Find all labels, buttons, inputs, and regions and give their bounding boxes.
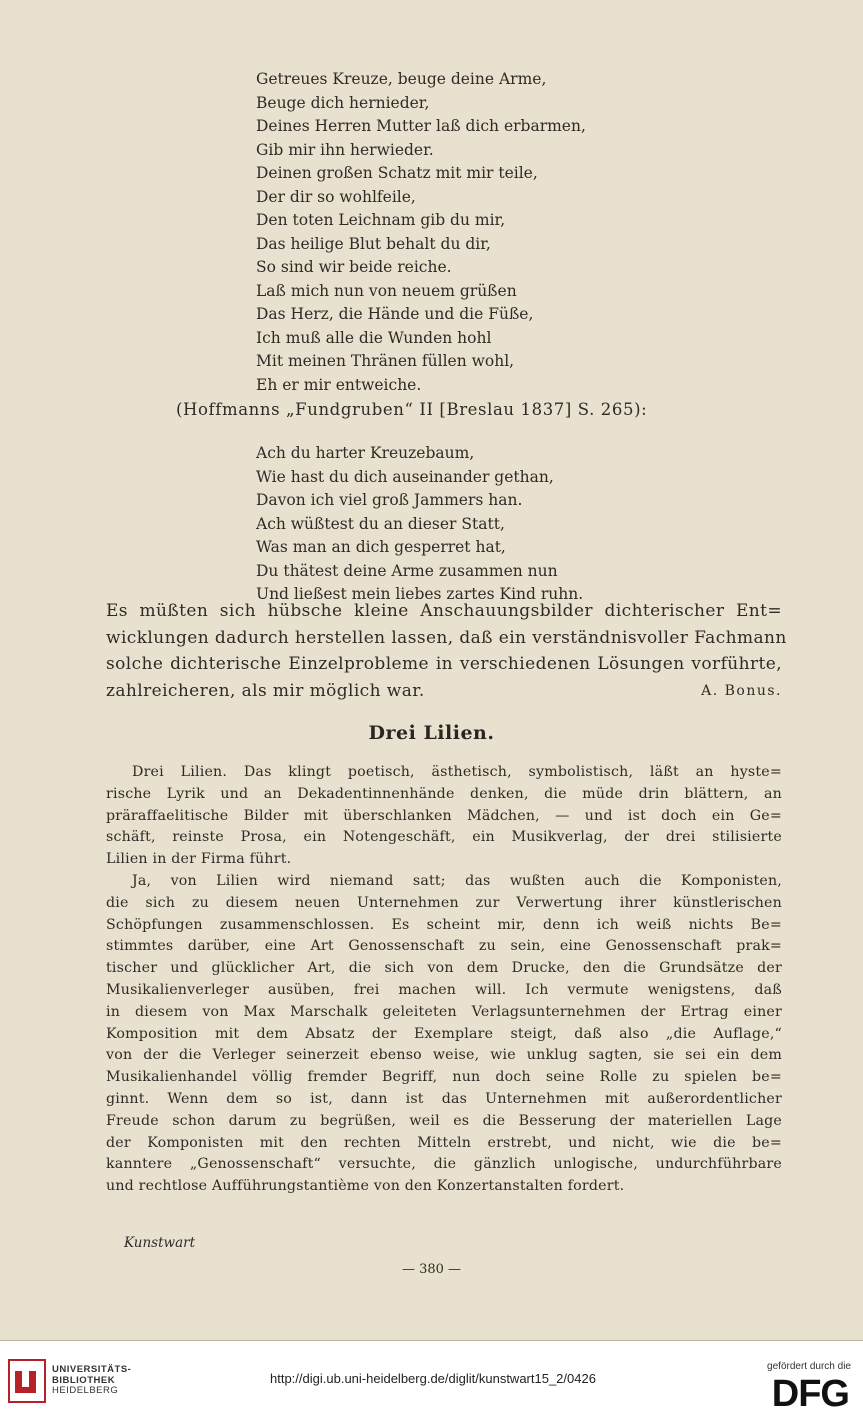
paragraph-line: Ja, von Lilien wird niemand satt; das wußten auch die Komponisten,	[132, 872, 782, 889]
paragraph-line: der Komponisten mit den rechten Mitteln erstrebt, und nicht, wie die be=	[106, 1134, 782, 1151]
poem-line: Beuge dich hernieder,	[256, 93, 430, 112]
poem-line: Laß mich nun von neuem grüßen	[256, 281, 517, 300]
paragraph-line: schäft, reinste Prosa, ein Notengeschäft, ein Musikverlag, der drei stilisierte	[106, 829, 782, 846]
poem-line: Das Herz, die Hände und die Füße,	[256, 305, 534, 323]
intro-paragraph	[106, 598, 787, 704]
poem-line: Ich muß alle die Wunden hohl	[256, 328, 492, 347]
poem-line: Den toten Leichnam gib du mir,	[256, 211, 506, 229]
paragraph-line: Drei Lilien. Das klingt poetisch, ästhetisch, symbolistisch, läßt an hyste=	[132, 764, 782, 780]
paragraph-line: von der die Verleger seinerzeit ebenso weise, wie unklug sagten, sie sei ein dem	[106, 1047, 782, 1064]
poem-stanza-2	[256, 442, 756, 607]
poem-line: So sind wir beide reiche.	[256, 258, 452, 276]
poem-line: Der dir so wohlfeile,	[256, 187, 416, 206]
library-name	[52, 1365, 131, 1397]
poem-line: Davon ich viel groß Jammers han.	[256, 491, 523, 509]
poem-line: Gib mir ihn herwieder.	[256, 140, 434, 159]
source-tag: Kunstwart	[124, 1235, 196, 1251]
library-name-line: BIBLIOTHEK	[52, 1374, 116, 1386]
source-citation: (Hoffmanns „Fundgruben“ II [Breslau 1837] S. 265):	[176, 400, 648, 419]
footer-bar	[0, 1341, 863, 1416]
poem-line: Du thätest deine Arme zusammen nun	[256, 561, 558, 580]
paragraph-line: stimmtes darüber, eine Art Genossenschaft zu sein, eine Genossenschaft prak=	[106, 938, 782, 955]
paragraph-line: Es müßten sich hübsche kleine Anschauungsbilder dichterischer Ent=	[106, 601, 782, 621]
poem-line: Ach du harter Kreuzebaum,	[256, 444, 475, 462]
page-number: — 380 —	[401, 1262, 462, 1277]
poem-line: Deines Herren Mutter laß dich erbarmen,	[256, 117, 586, 135]
paragraph-line: Lilien in der Firma führt.	[106, 851, 292, 868]
library-logo-icon	[8, 1359, 46, 1403]
paragraph-line: Komposition mit dem Absatz der Exemplare steigt, daß also „die Auflage,“	[106, 1025, 782, 1042]
poem-line: Getreues Kreuze, beuge deine Arme,	[256, 70, 547, 88]
paragraph-line: wicklungen dadurch herstellen lassen, daß ein verständnisvoller Fachmann	[106, 627, 787, 648]
poem-line: Und ließest mein liebes zartes Kind ruhn.	[256, 585, 584, 603]
funding-tagline: gefördert durch die	[767, 1361, 851, 1372]
paragraph-line: rische Lyrik und an Dekadentinnenhände denken, die müde drin blättern, an	[106, 785, 782, 802]
paragraph-line: Schöpfungen zusammenschlossen. Es scheint mir, denn ich weiß nichts Be=	[106, 916, 782, 933]
paragraph-line: ginnt. Wenn dem so ist, dann ist das Unternehmen mit außerordentlicher	[106, 1090, 782, 1107]
paragraph-line: Musikalienverleger ausüben, frei machen will. Ich vermute wenigstens, daß	[106, 981, 782, 998]
poem-line: Mit meinen Thränen füllen wohl,	[256, 352, 515, 370]
paragraph-line-text: zahlreicheren, als mir möglich war.	[106, 680, 425, 701]
poem-line: Das heilige Blut behalt du dir,	[256, 234, 491, 253]
paragraph-line: kanntere „Genossenschaft“ versuchte, die gänzlich unlogische, undurchführbare	[106, 1156, 782, 1173]
paragraph-line-last	[106, 678, 782, 705]
paragraph-line: und rechtlose Aufführungstantième von den Konzertanstalten fordert.	[106, 1178, 625, 1195]
paragraph-line: in diesem von Max Marschalk geleiteten Verlagsunternehmen der Ertrag einer	[106, 1003, 782, 1020]
author-signature: A. Bonus.	[701, 682, 782, 699]
article-body	[106, 762, 782, 1198]
poem-line: Wie hast du dich auseinander gethan,	[256, 467, 554, 486]
paragraph-line: tischer und glücklicher Art, die sich von dem Drucke, den die Grundsätze der	[106, 960, 782, 977]
library-name-line: UNIVERSITÄTS-	[52, 1364, 132, 1375]
library-name-line: HEIDELBERG	[52, 1385, 119, 1396]
dfg-logo: DFG	[771, 1373, 849, 1415]
permalink-url[interactable]: http://digi.ub.uni-heidelberg.de/diglit/kunstwart15_2/0426	[270, 1371, 596, 1386]
poem-line: Eh er mir entweiche.	[256, 375, 422, 394]
paragraph-line: solche dichterische Einzelprobleme in verschiedenen Lösungen vorführte,	[106, 654, 782, 674]
paragraph-line: Musikalienhandel völlig fremder Begriff, nun doch seine Rolle zu spielen be=	[106, 1069, 782, 1086]
poem-stanza-1	[256, 68, 756, 397]
paragraph-line: präraffaelitische Bilder mit überschlanken Mädchen, — und ist doch ein Ge=	[106, 807, 782, 824]
paragraph-line: Freude schon darum zu begrüßen, weil es die Besserung der materiellen Lage	[106, 1112, 782, 1129]
poem-line: Ach wüßtest du an dieser Statt,	[256, 514, 505, 533]
paragraph-line: die sich zu diesem neuen Unternehmen zur Verwertung ihrer künstlerischen	[106, 894, 782, 911]
poem-line: Was man an dich gesperret hat,	[256, 538, 506, 556]
poem-line: Deinen großen Schatz mit mir teile,	[256, 164, 538, 182]
article-title: Drei Lilien.	[368, 722, 495, 744]
